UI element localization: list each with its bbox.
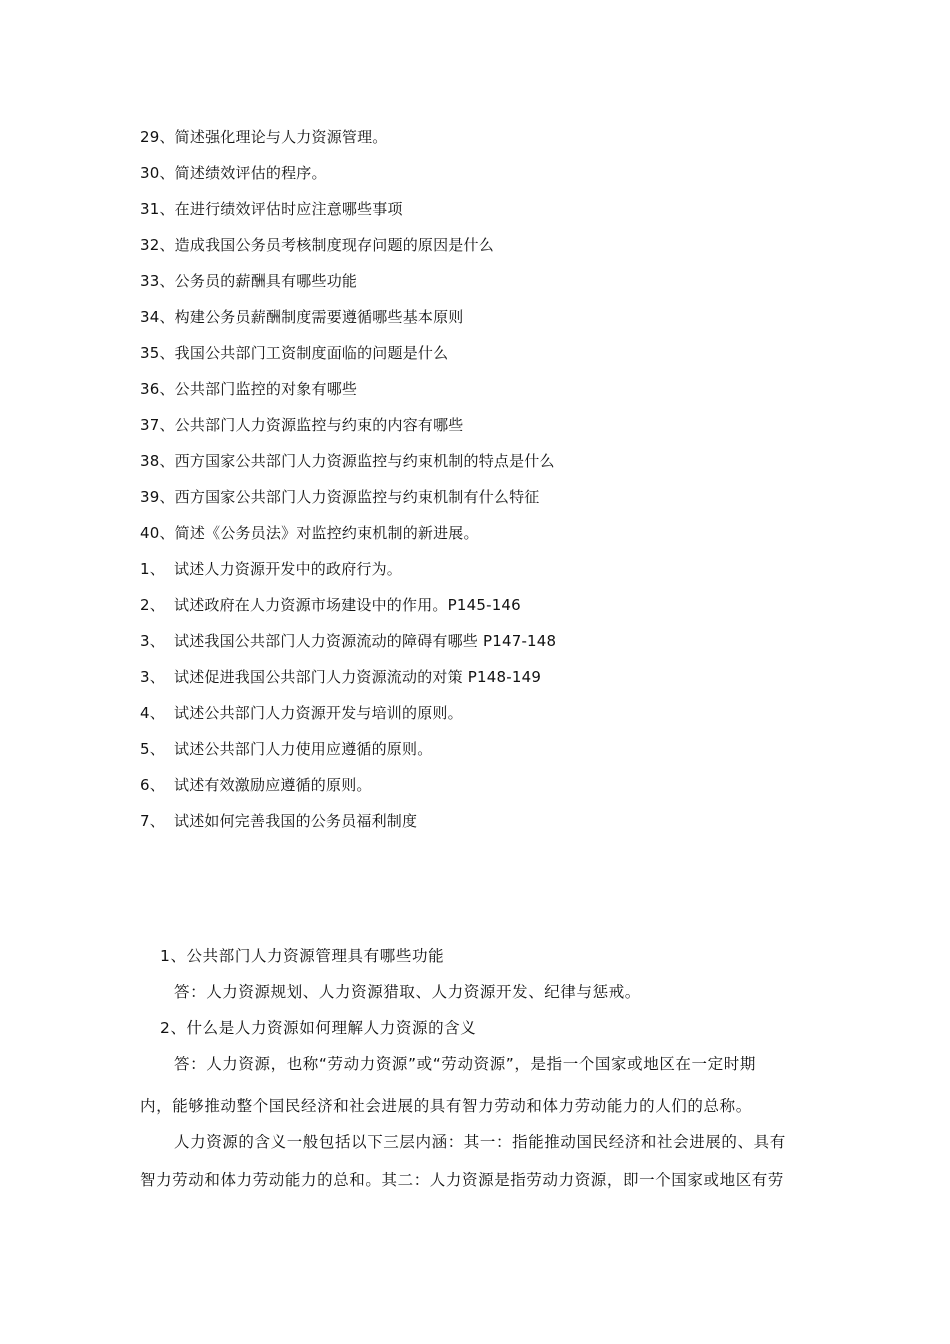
essay-question-text: 试述促进我国公共部门人力资源流动的对策 P148-149 (174, 668, 542, 686)
essay-question-text: 试述有效激励应遵循的原则。 (174, 776, 372, 794)
question-item: 36、公共部门监控的对象有哪些 (140, 380, 358, 398)
essay-question-item (140, 631, 556, 651)
answer-text-2-line2: 内，能够推动整个国民经济和社会进展的具有智力劳动和体力劳动能力的人们的总称。 (140, 1097, 752, 1115)
essay-question-item (140, 703, 463, 723)
essay-question-item (140, 667, 541, 687)
question-item: 39、西方国家公共部门人力资源监控与约束机制有什么特征 (140, 488, 540, 506)
answer-text-2-line1: 答：人力资源，也称“劳动力资源”或“劳动资源”，是指一个国家或地区在一定时期 (174, 1055, 756, 1073)
essay-question-text: 试述政府在人力资源市场建设中的作用。P145-146 (174, 596, 521, 614)
question-item: 32、造成我国公务员考核制度现存问题的原因是什么 (140, 236, 494, 254)
question-item: 40、简述《公务员法》对监控约束机制的新进展。 (140, 524, 479, 542)
essay-question-item (140, 559, 402, 579)
answer-text-3-line2: 智力劳动和体力劳动能力的总和。其二：人力资源是指劳动力资源，即一个国家或地区有劳 (140, 1171, 785, 1189)
question-item: 37、公共部门人力资源监控与约束的内容有哪些 (140, 416, 464, 434)
essay-question-number: 2、 (140, 596, 165, 614)
essay-question-item (140, 811, 417, 831)
question-item: 35、我国公共部门工资制度面临的问题是什么 (140, 344, 449, 362)
essay-question-number: 5、 (140, 740, 165, 758)
essay-question-number: 6、 (140, 776, 165, 794)
question-item: 33、公务员的薪酬具有哪些功能 (140, 272, 358, 290)
essay-question-text: 试述我国公共部门人力资源流动的障碍有哪些 P147-148 (174, 632, 557, 650)
essay-question-number: 4、 (140, 704, 165, 722)
question-item: 31、在进行绩效评估时应注意哪些事项 (140, 200, 403, 218)
essay-question-item (140, 775, 372, 795)
essay-question-number: 3、 (140, 632, 165, 650)
essay-question-item (140, 739, 432, 759)
question-item: 29、简述强化理论与人力资源管理。 (140, 128, 388, 146)
answer-text-3-line1: 人力资源的含义一般包括以下三层内涵：其一：指能推动国民经济和社会进展的、具有 (174, 1133, 786, 1151)
answer-text-1: 答：人力资源规划、人力资源猎取、人力资源开发、纪律与惩戒。 (174, 983, 641, 1001)
essay-question-item (140, 595, 521, 615)
essay-question-number: 1、 (140, 560, 165, 578)
essay-question-number: 7、 (140, 812, 165, 830)
question-item: 38、西方国家公共部门人力资源监控与约束机制的特点是什么 (140, 452, 555, 470)
question-item: 30、简述绩效评估的程序。 (140, 164, 327, 182)
essay-question-number: 3、 (140, 668, 165, 686)
question-item: 34、构建公务员薪酬制度需要遵循哪些基本原则 (140, 308, 464, 326)
answer-question-1: 1、公共部门人力资源管理具有哪些功能 (160, 947, 445, 965)
essay-question-text: 试述如何完善我国的公务员福利制度 (174, 812, 418, 830)
essay-question-text: 试述公共部门人力资源开发与培训的原则。 (174, 704, 463, 722)
answer-question-2: 2、什么是人力资源如何理解人力资源的含义 (160, 1019, 477, 1037)
essay-question-text: 试述人力资源开发中的政府行为。 (174, 560, 403, 578)
essay-question-text: 试述公共部门人力使用应遵循的原则。 (174, 740, 433, 758)
